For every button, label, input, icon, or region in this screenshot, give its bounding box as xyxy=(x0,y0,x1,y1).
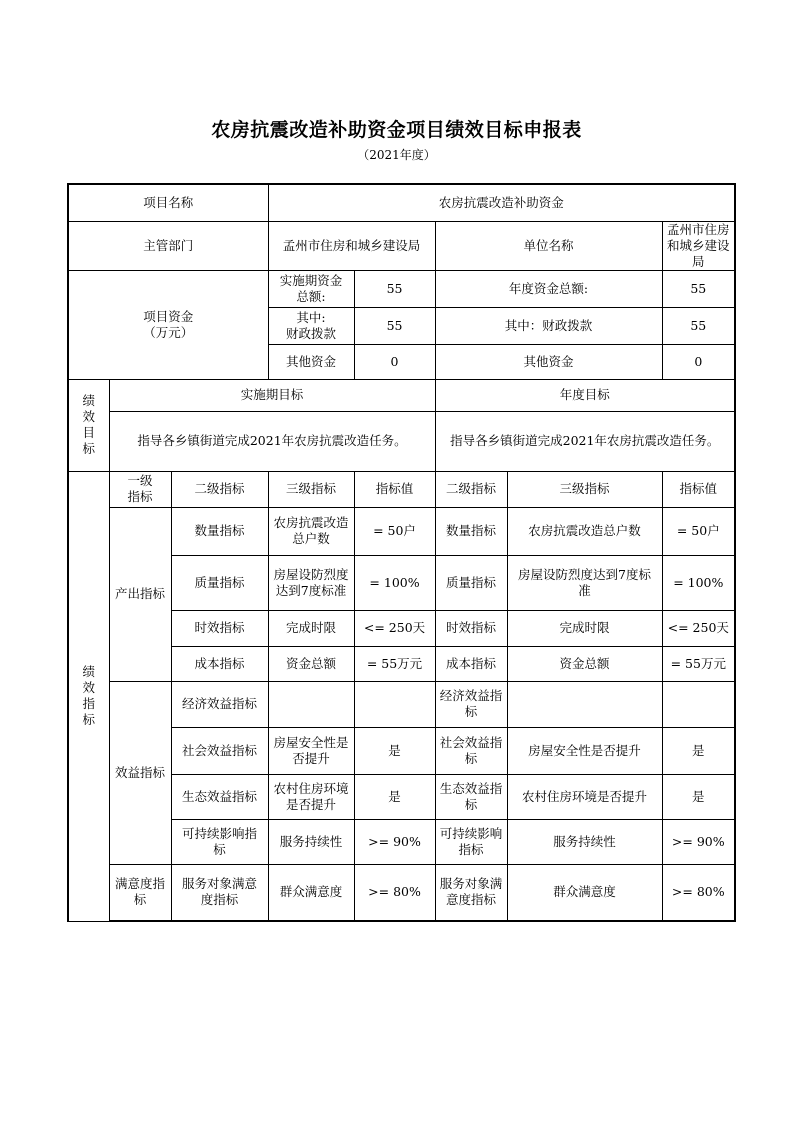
unit-label: 单位名称 xyxy=(435,221,662,270)
annual-goal-text: 指导各乡镇街道完成2021年农房抗震改造任务。 xyxy=(435,411,735,471)
level3-annual-cell: 房屋安全性是否提升 xyxy=(507,727,662,774)
level2-annual-cell: 数量指标 xyxy=(435,507,507,555)
level3-annual-cell xyxy=(507,681,662,727)
total-funds-label: 实施期资金 总额: xyxy=(268,270,354,307)
header-level1: 一级 指标 xyxy=(109,471,171,507)
level3-cell xyxy=(268,681,354,727)
level2-cell: 经济效益指标 xyxy=(171,681,268,727)
value-cell: <= 250天 xyxy=(354,610,435,646)
page-subtitle: （2021年度） xyxy=(357,148,436,162)
level2-cell: 生态效益指标 xyxy=(171,774,268,819)
satisfaction-indicator-label: 满意度指 标 xyxy=(109,864,171,921)
level3-annual-cell: 服务持续性 xyxy=(507,819,662,864)
value-annual-cell: 是 xyxy=(662,774,735,819)
table-row xyxy=(68,507,735,555)
page-title: 农房抗震改造补助资金项目绩效目标申报表 xyxy=(211,119,582,141)
value-annual-cell xyxy=(662,681,735,727)
total-funds-value: 55 xyxy=(354,270,435,307)
value-cell: >= 80% xyxy=(354,864,435,921)
dept-value: 孟州市住房和城乡建设局 xyxy=(268,221,435,270)
value-cell: 是 xyxy=(354,727,435,774)
level2-cell: 质量指标 xyxy=(171,555,268,610)
header-level2-annual: 二级指标 xyxy=(435,471,507,507)
dept-label: 主管部门 xyxy=(68,221,268,270)
other-funds-label: 其他资金 xyxy=(268,344,354,379)
level3-cell: 农房抗震改造 总户数 xyxy=(268,507,354,555)
project-name-label: 项目名称 xyxy=(68,184,268,221)
fiscal-value: 55 xyxy=(354,307,435,344)
level3-annual-cell: 农房抗震改造总户数 xyxy=(507,507,662,555)
level2-cell: 时效指标 xyxy=(171,610,268,646)
performance-target-table xyxy=(67,183,736,922)
indicators-section-label: 绩 效 指 标 xyxy=(68,471,109,921)
level3-annual-cell: 完成时限 xyxy=(507,610,662,646)
value-annual-cell: = 50户 xyxy=(662,507,735,555)
annual-other-label: 其他资金 xyxy=(435,344,662,379)
level2-annual-cell: 生态效益指 标 xyxy=(435,774,507,819)
level2-cell: 成本指标 xyxy=(171,646,268,681)
table-row xyxy=(68,681,735,727)
fiscal-label: 其中: 财政拨款 xyxy=(268,307,354,344)
level2-cell: 服务对象满意 度指标 xyxy=(171,864,268,921)
level2-cell: 数量指标 xyxy=(171,507,268,555)
level3-annual-cell: 房屋设防烈度达到7度标 准 xyxy=(507,555,662,610)
level3-cell: 房屋安全性是 否提升 xyxy=(268,727,354,774)
period-goal-header: 实施期目标 xyxy=(109,379,435,411)
level3-annual-cell: 农村住房环境是否提升 xyxy=(507,774,662,819)
header-level3: 三级指标 xyxy=(268,471,354,507)
level2-annual-cell: 经济效益指 标 xyxy=(435,681,507,727)
header-level2: 二级指标 xyxy=(171,471,268,507)
header-level3-annual: 三级指标 xyxy=(507,471,662,507)
project-name-value: 农房抗震改造补助资金 xyxy=(268,184,735,221)
level3-cell: 服务持续性 xyxy=(268,819,354,864)
annual-total-value: 55 xyxy=(662,270,735,307)
annual-fiscal-value: 55 xyxy=(662,307,735,344)
value-cell: >= 90% xyxy=(354,819,435,864)
level3-cell: 完成时限 xyxy=(268,610,354,646)
level2-cell: 可持续影响指 标 xyxy=(171,819,268,864)
level2-annual-cell: 质量指标 xyxy=(435,555,507,610)
level3-cell: 农村住房环境 是否提升 xyxy=(268,774,354,819)
output-indicator-label: 产出指标 xyxy=(109,507,171,681)
value-cell: = 55万元 xyxy=(354,646,435,681)
value-annual-cell: = 55万元 xyxy=(662,646,735,681)
value-cell: = 100% xyxy=(354,555,435,610)
level3-cell: 资金总额 xyxy=(268,646,354,681)
level2-annual-cell: 社会效益指 标 xyxy=(435,727,507,774)
table-row xyxy=(68,864,735,921)
level3-annual-cell: 群众满意度 xyxy=(507,864,662,921)
level2-annual-cell: 服务对象满 意度指标 xyxy=(435,864,507,921)
value-annual-cell: = 100% xyxy=(662,555,735,610)
annual-fiscal-label: 其中：财政拨款 xyxy=(435,307,662,344)
level2-annual-cell: 时效指标 xyxy=(435,610,507,646)
annual-total-label: 年度资金总额: xyxy=(435,270,662,307)
value-annual-cell: <= 250天 xyxy=(662,610,735,646)
level2-annual-cell: 可持续影响 指标 xyxy=(435,819,507,864)
value-annual-cell: >= 80% xyxy=(662,864,735,921)
value-cell: 是 xyxy=(354,774,435,819)
level3-cell: 房屋设防烈度 达到7度标准 xyxy=(268,555,354,610)
level3-annual-cell: 资金总额 xyxy=(507,646,662,681)
annual-goal-header: 年度目标 xyxy=(435,379,735,411)
funds-label: 项目资金 （万元） xyxy=(68,270,268,379)
goals-section-label: 绩 效 目 标 xyxy=(68,379,109,471)
period-goal-text: 指导各乡镇街道完成2021年农房抗震改造任务。 xyxy=(109,411,435,471)
level2-annual-cell: 成本指标 xyxy=(435,646,507,681)
header-value-annual: 指标值 xyxy=(662,471,735,507)
value-annual-cell: 是 xyxy=(662,727,735,774)
unit-value: 孟州市住房和城乡建设局 xyxy=(662,221,735,270)
header-value: 指标值 xyxy=(354,471,435,507)
value-cell xyxy=(354,681,435,727)
other-funds-value: 0 xyxy=(354,344,435,379)
benefit-indicator-label: 效益指标 xyxy=(109,681,171,864)
level2-cell: 社会效益指标 xyxy=(171,727,268,774)
annual-other-value: 0 xyxy=(662,344,735,379)
level3-cell: 群众满意度 xyxy=(268,864,354,921)
value-cell: = 50户 xyxy=(354,507,435,555)
value-annual-cell: >= 90% xyxy=(662,819,735,864)
